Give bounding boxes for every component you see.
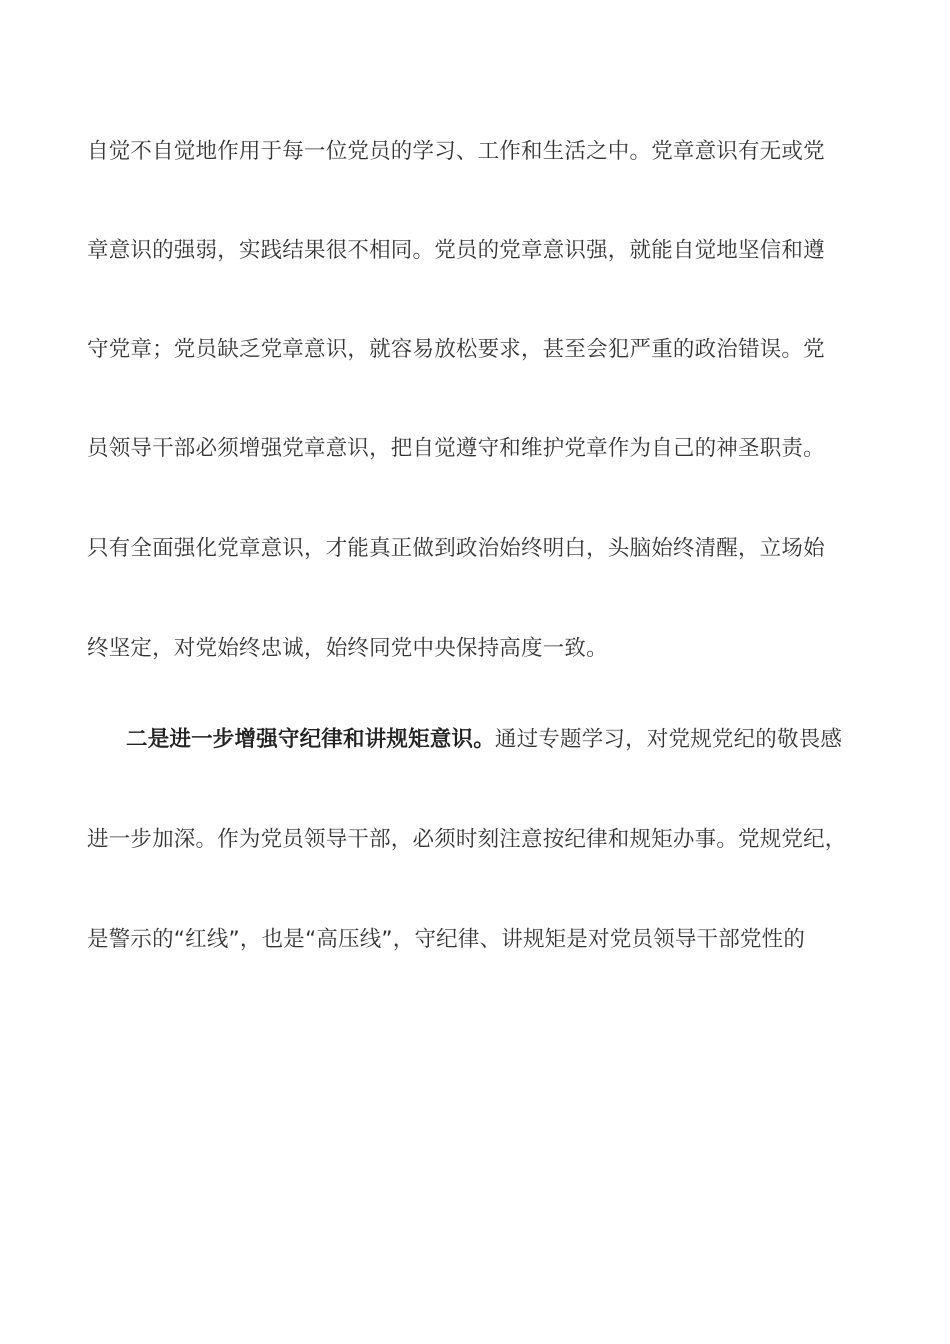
paragraph-line: 是警示的“红线”，也是“高压线”，守纪律、讲规矩是对党员领导干部党性的 (87, 927, 806, 952)
paragraph-line: 章意识的强弱，实践结果很不相同。党员的党章意识强，就能自觉地坚信和遵 (87, 238, 825, 263)
paragraph-line: 自觉不自觉地作用于每一位党员的学习、工作和生活之中。党章意识有无或党 (87, 139, 825, 164)
paragraph-line: 员领导干部必须增强党章意识，把自觉遵守和维护党章作为自己的神圣职责。 (87, 436, 825, 461)
section-heading: 二是进一步增强守纪律和讲规矩意识。 (126, 727, 495, 752)
paragraph-line: 进一步加深。作为党员领导干部，必须时刻注意按纪律和规矩办事。党规党纪， (87, 827, 847, 852)
paragraph-line: 只有全面强化党章意识，才能真正做到政治始终明白，头脑始终清醒，立场始 (87, 536, 825, 561)
section-first-line (126, 725, 926, 755)
paragraph-line: 终坚定，对党始终忠诚，始终同党中央保持高度一致。 (87, 636, 608, 661)
section-text: 通过专题学习，对党规党纪的敬畏感 (494, 727, 843, 752)
paragraph-line: 守党章；党员缺乏党章意识，就容易放松要求，甚至会犯严重的政治错误。党 (87, 337, 825, 362)
